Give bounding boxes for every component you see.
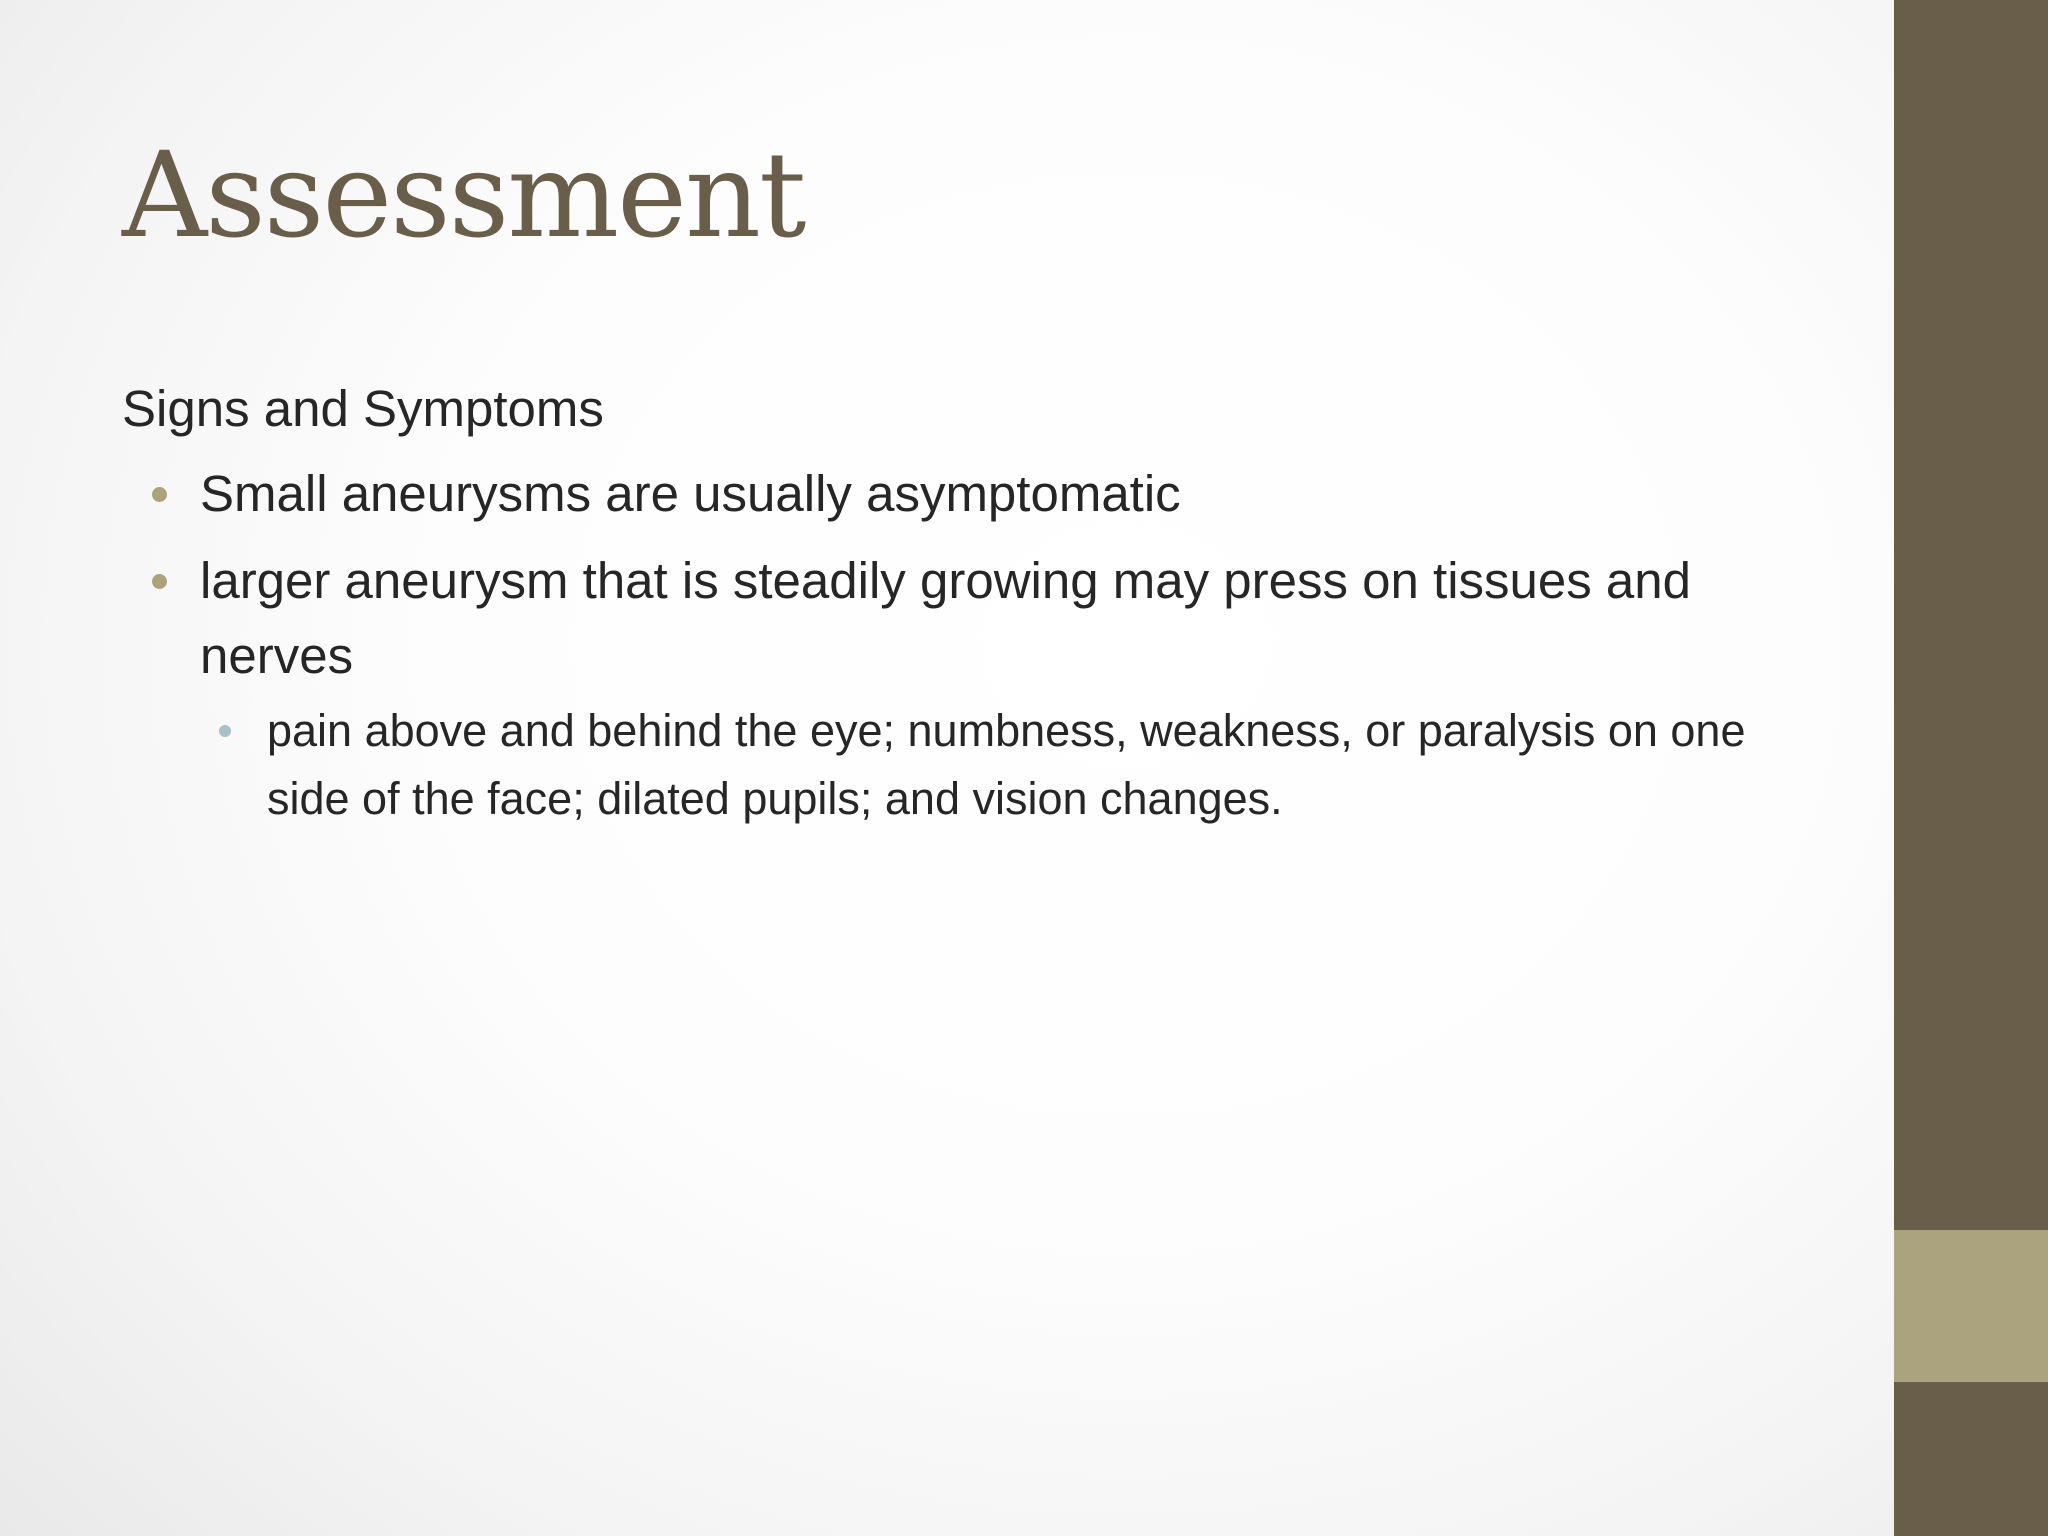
side-accent-decoration [1894,1230,2048,1382]
section-heading: Signs and Symptoms [122,380,604,437]
bullet-list [122,456,1822,833]
sub-bullet-text: pain above and behind the eye; numbness, weakness, or paralysis on one side of the face; dilated pupils; and vision changes. [267,705,1746,824]
bullet-text: Small aneurysms are usually asymptomatic [200,465,1181,522]
sub-bullet-dot-icon [219,725,231,737]
slide-title: Assessment [122,126,805,264]
bullet-dot-icon [152,574,167,589]
bullet-item [122,456,1822,531]
bullet-dot-icon [152,487,167,502]
sub-bullet-item [200,697,1822,833]
bullet-item [122,543,1822,833]
sub-bullet-list [200,697,1822,833]
slide-content [122,376,1822,845]
bullet-text: larger aneurysm that is steadily growing may press on tissues and nerves [200,552,1692,684]
